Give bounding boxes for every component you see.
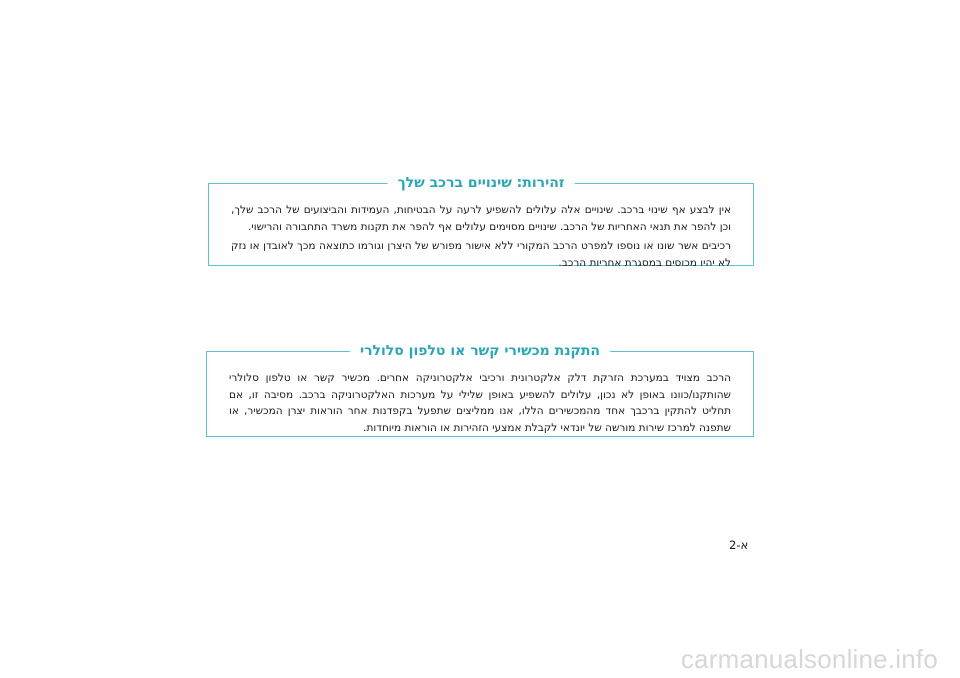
radio-phone-installation-box — [206, 343, 754, 437]
caution-modifications-paragraph-2: רכיבים אשר שונו או נוספו למפרט הרכב המקורי ללא אישור מפורש של היצרן וגורמו כתוצאה מכך לאובדן או נזק לא יהיו מכוסים במסגרת אחריות הרכב. — [231, 240, 731, 269]
radio-phone-installation-paragraph-1: הרכב מצויד במערכת הזרקת דלק אלקטרונית ורכיבי אלקטרוניקה אחרים. מכשיר קשר או טלפון סלולרי שהותקנו/כוונו באופן לא נכון, עלולים להשפיע באופן שלילי על מערכות האלקטרוניקה ברכב. מסיבה זו, אם תחליט להתקין ברכבך אחד מהמכשירים הללו, אנו ממליצים שתפעל בקפדנות אחר הוראות יצרן המכשיר, או שתפנה למרכז שירות מורשה של יונדאי לקבלת אמצעי הזהירות או הוראות מיוחדות. — [229, 372, 731, 434]
watermark: carmanualsonline.info — [680, 644, 938, 674]
caution-modifications-body — [231, 202, 731, 271]
caution-modifications-paragraph-1: אין לבצע אף שינוי ברכב. שינויים אלה עלולים להשפיע לרעה על הבטיחות, העמידות והביצועים של הרכב שלך, וכן להפר את תנאי האחריות של הרכב. שינויים מסוימים עלולים אף להפר את תקנות משרד התחבורה והרישוי. — [231, 204, 731, 233]
caution-modifications-title: זהירות: שינויים ברכב שלך — [388, 174, 575, 192]
page-number: א-2 — [729, 538, 749, 552]
radio-phone-installation-body — [229, 370, 731, 436]
caution-modifications-box — [208, 175, 754, 269]
radio-phone-installation-title: התקנת מכשירי קשר או טלפון סלולרי — [350, 342, 610, 360]
